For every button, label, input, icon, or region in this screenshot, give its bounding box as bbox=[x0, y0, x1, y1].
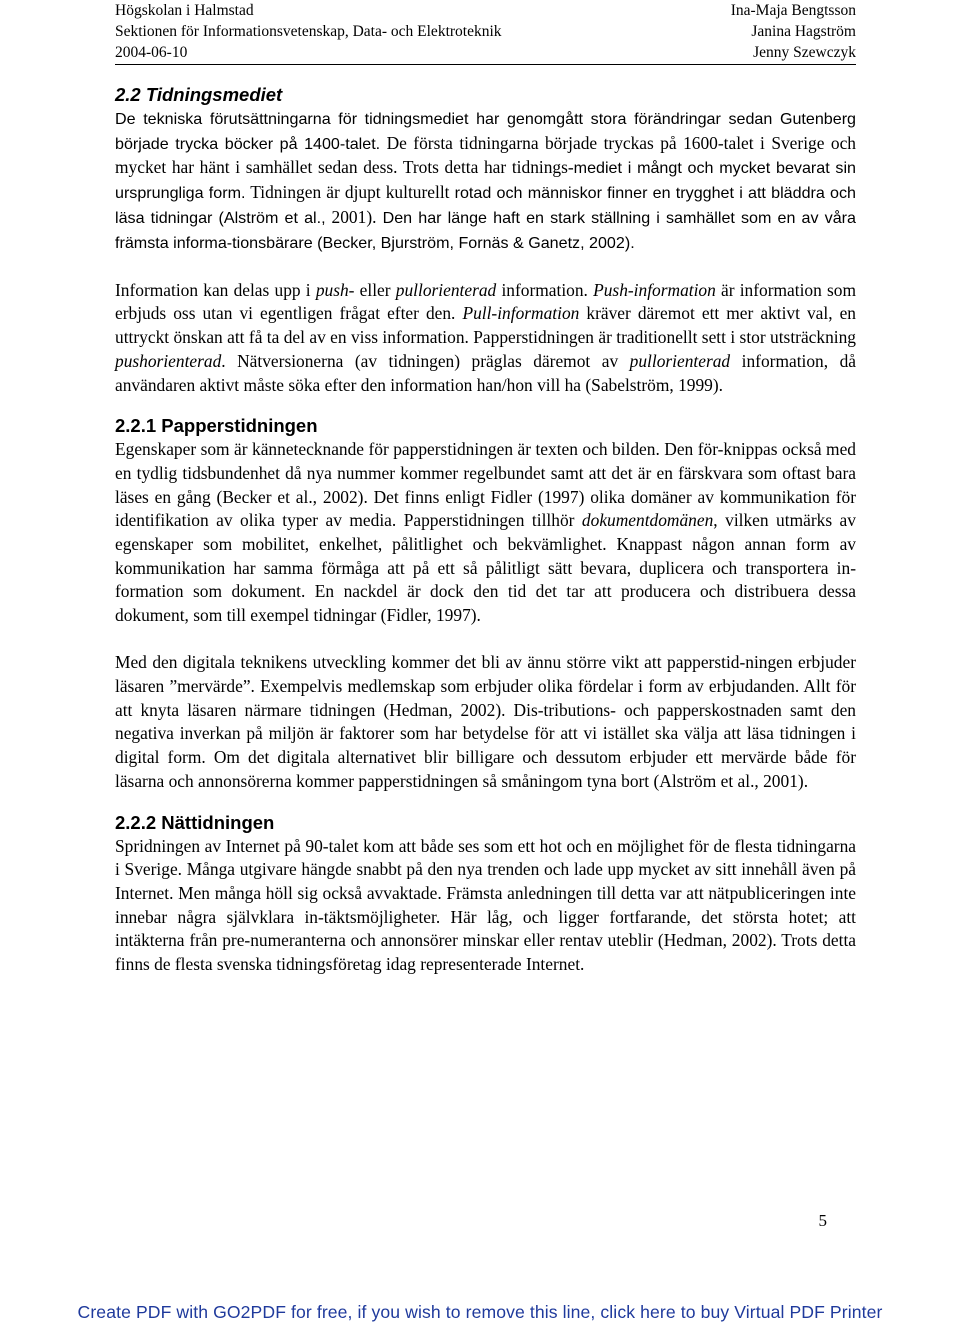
header-date: 2004-06-10 bbox=[115, 44, 188, 61]
text-run: information. bbox=[496, 279, 594, 300]
paragraph-nattidningen: Spridningen av Internet på 90-talet kom att både ses som ett hot och en möjlighet för de flesta tidningarna i Sverige. Många utgivare hängde snabbt på den nya trenden och lade upp mycket av sitt innehåll även på Internet. Men många höll sig också avvaktade. Främsta anledningen till detta var att nätpubliceringen inte innebar några självklara in-täktsmöjligheter. Här låg, och ligger fortfarande, det största hotet; att intäkterna från pre-numeranterna och annonsörer minskar eller rentav uteblir (Hedman, 2002). Trots detta finns de flesta svenska tidningsföretag idag representerade Internet. bbox=[115, 835, 856, 975]
text-run: är information som erbjuds oss utan vi egentligen frågat efter den. bbox=[115, 279, 857, 324]
text-run: Egenskaper som är kännetecknande för papperstidningen är texten och bilden. Den för-knippas också med en tydlig tidsbundenhet då nya nummer kommer regelbundet samt att det är en färskvara som oftast bara läses en gång (Becker et al., 2002). Det finns enligt Fidler (1997) olika domäner av kommunikation för identifikation av olika typer av media. Papperstidningen tillhör bbox=[115, 439, 856, 531]
text-run: eller bbox=[354, 279, 396, 300]
text-run: rotad och människor finner en trygghet i att bläddra och läsa tidningar (Alström et al., bbox=[115, 184, 857, 227]
term-pullorienterad: pullorienterad bbox=[395, 279, 497, 300]
text-run: Den har länge haft en stark ställning i samhället som en av våra främsta informa-tionsbärare (Becker, Bjurström, Fornäs & Ganetz, 2002). bbox=[115, 208, 856, 252]
text-run: Tidningen är djupt kulturellt bbox=[245, 182, 455, 203]
header-author-2: Janina Hagström bbox=[751, 23, 856, 40]
document-header-right bbox=[731, 0, 856, 63]
text-run: 2001). bbox=[325, 206, 377, 227]
text-run: De första tidningarna började tryckas på 1600-talet i Sverige och mycket har hänt i samhället sedan dess. Trots detta har tidnings- bbox=[115, 132, 856, 178]
paragraph-tidningsmediet bbox=[115, 107, 856, 255]
text-run: . Nätversionerna (av tidningen) präglas däremot av bbox=[221, 350, 630, 371]
section-heading-2-2-1: 2.2.1 Papperstidningen bbox=[115, 415, 318, 437]
term-push-information: Push-information bbox=[593, 279, 716, 300]
text-run: information, då användaren aktivt måste söka efter den information han/hon vill ha (Sabelström, 1999). bbox=[115, 350, 857, 395]
header-divider bbox=[115, 64, 856, 65]
text-run: mediet i mångt och mycket bevarat sin ursprungliga form. bbox=[115, 159, 857, 203]
document-header-left bbox=[115, 0, 502, 63]
paragraph-digital-utveckling: Med den digitala teknikens utveckling kommer det bli av ännu större vikt att papperstid-ningen erbjuder läsaren ”mervärde”. Exempelvis medlemskap som erbjuder olika fördelar i form av erbjudanden. Allt för att knyta läsaren närmare tidningen (Hedman, 2002). Dis-tributions- och papperskostnaden samt den negativa inverkan på miljön är faktorer som har betydelse för att vi istället ska välja att läsa tidningen i digital form. Om det digitala alternativet blir billigare och dessutom erbjuder ett mervärde både för läsarna och annonsörerna kommer papperstidningen så småningom tyna bort (Alström et al., 2001). bbox=[115, 652, 856, 791]
header-author-1: Ina-Maja Bengtsson bbox=[730, 2, 856, 19]
section-heading-2-2: 2.2 Tidningsmediet bbox=[115, 84, 283, 105]
page-number: 5 bbox=[818, 1211, 827, 1230]
term-pullorienterad: pullorienterad bbox=[629, 350, 731, 371]
term-pull-information: Pull-information bbox=[462, 303, 580, 324]
header-university: Högskolan i Halmstad bbox=[115, 2, 254, 19]
term-dokumentdomanen: dokumentdomänen bbox=[581, 510, 714, 531]
text-run: kräver däremot ett mer aktivt val, en uttryckt önskan att få ta del av en viss information. Papperstidningen är traditionellt sett i stor utsträckning bbox=[115, 303, 857, 348]
page-content bbox=[115, 82, 856, 977]
paragraph-papperstidningen bbox=[115, 438, 856, 628]
pdf-footer-link[interactable]: Create PDF with GO2PDF for free, if you wish to remove this line, click here to buy Virtual PDF Printer bbox=[77, 1302, 883, 1322]
header-department: Sektionen för Informationsvetenskap, Data- och Elektroteknik bbox=[115, 23, 502, 40]
text-run: , vilken utmärks av egenskaper som mobilitet, enkelhet, pålitlighet och bekvämlighet. Knappast någon annan form av kommunikation har samma förmåga att på ett så pålitligt sätt bevara, duplicera och transportera in-formation som dokument. En nackdel är dock den tid det tar att producera och distribuera dessa dokument, som till exempel tidningar (Fidler, 1997). bbox=[115, 510, 856, 626]
term-pushorienterad: pushorienterad bbox=[115, 350, 222, 371]
paragraph-push-pull bbox=[115, 279, 856, 398]
term-push: push- bbox=[315, 279, 355, 300]
text-run: De tekniska förutsättningarna för tidningsmediet har genomgått stora förändringar sedan Gutenberg började trycka böcker på 1400-talet. bbox=[115, 110, 856, 153]
header-author-3: Jenny Szewczyk bbox=[753, 44, 856, 61]
section-heading-2-2-2: 2.2.2 Nättidningen bbox=[115, 811, 275, 833]
text-run: Information kan delas upp i bbox=[115, 279, 316, 300]
